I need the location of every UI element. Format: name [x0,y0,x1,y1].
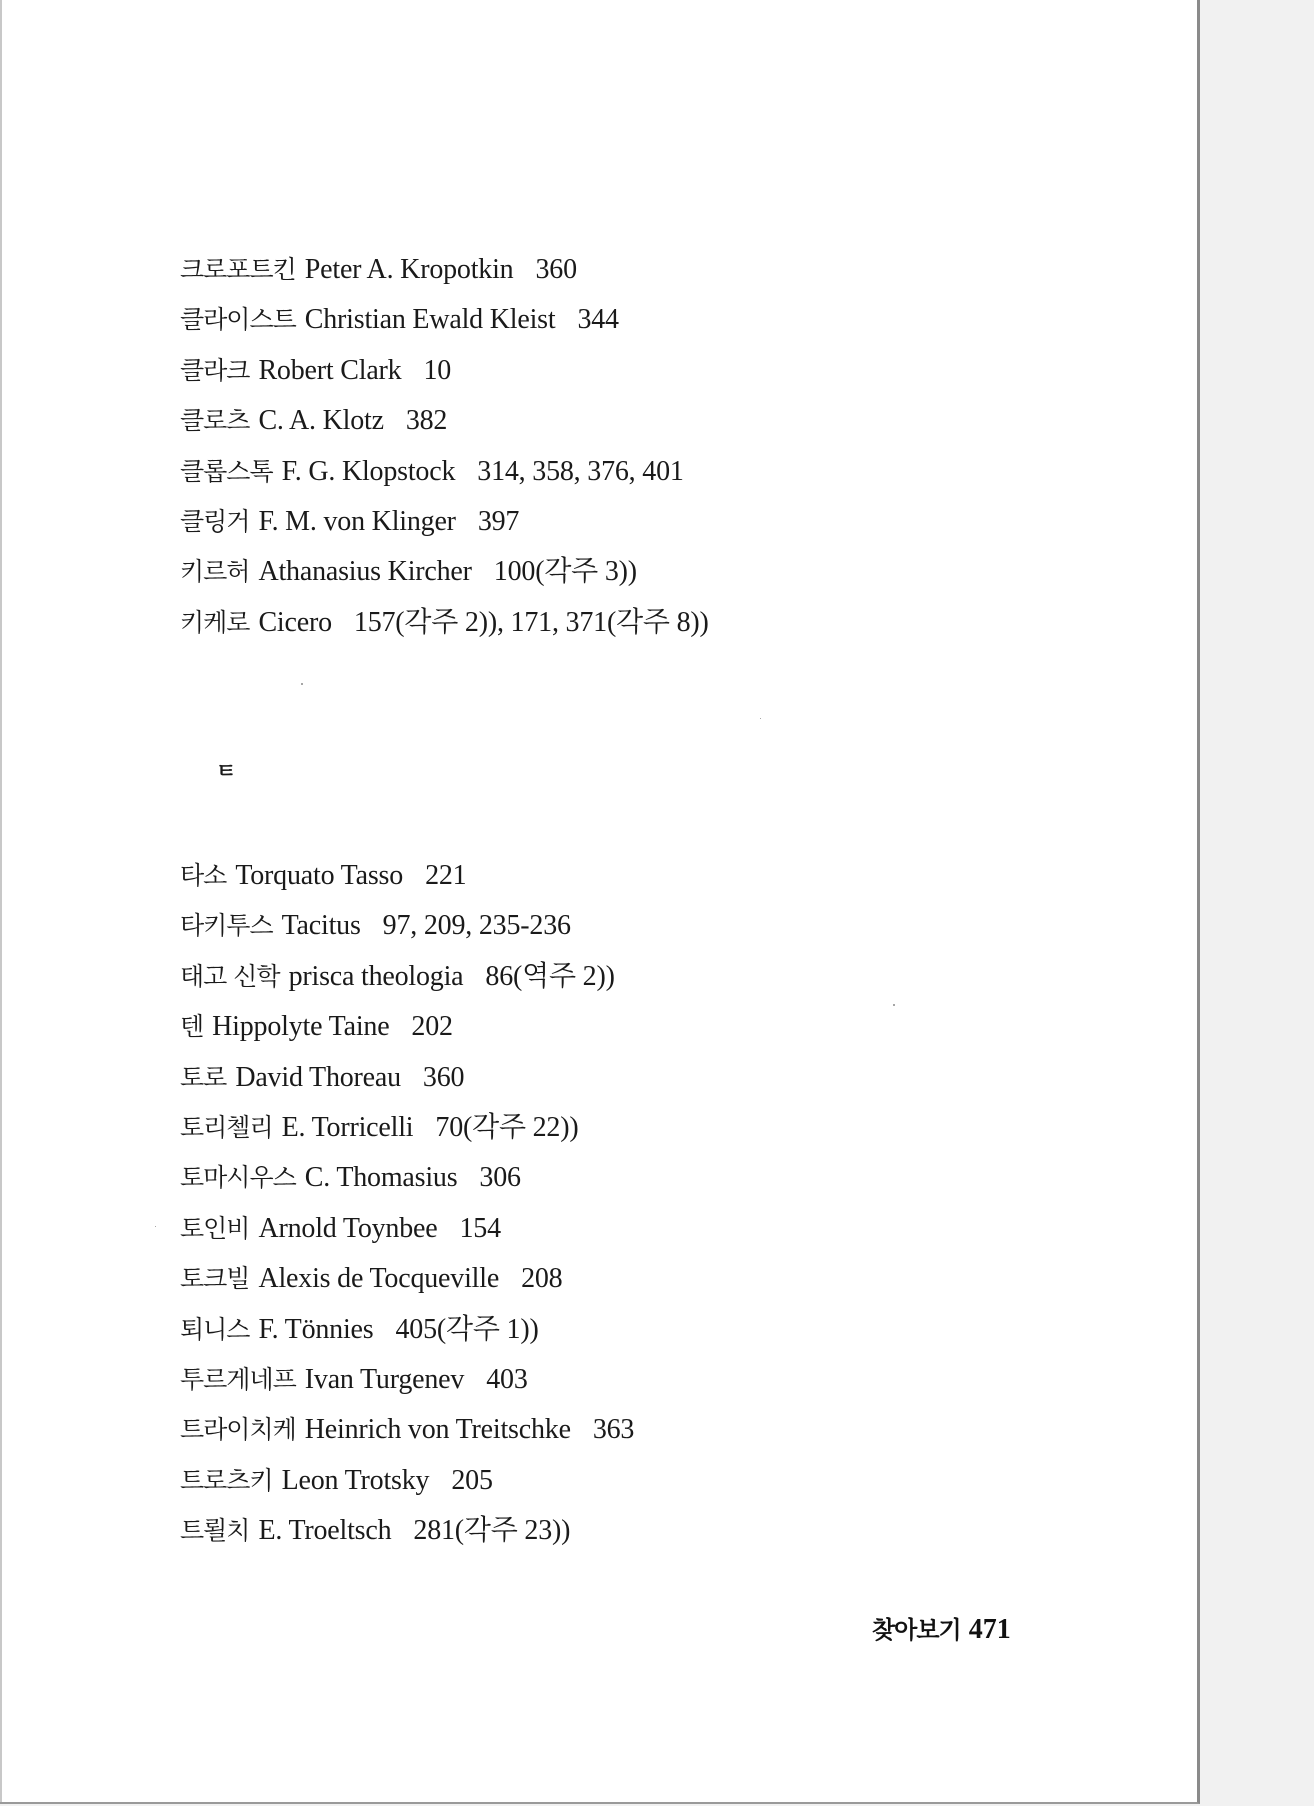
index-entry [180,1355,634,1405]
index-entry [180,1053,634,1103]
entry-korean-name: 토크빌 [180,1264,250,1294]
entry-original-name: C. A. Klotz [258,405,384,437]
entry-korean-name: 토인비 [180,1213,250,1243]
index-entry [180,1405,634,1455]
entry-korean-name: 클라이스트 [180,305,296,335]
entry-original-name: Tacitus [281,910,361,942]
index-entry [180,245,709,295]
entry-page-refs: 154 [459,1212,501,1244]
entry-korean-name: 토로 [180,1062,227,1092]
page-number: 471 [968,1614,1011,1645]
entry-original-name: E. Torricelli [281,1111,414,1143]
index-entry [180,1002,634,1052]
running-footer [872,1610,1011,1646]
index-entry [180,1456,634,1506]
index-entry [180,447,709,497]
entry-original-name: Torquato Tasso [235,860,404,891]
entry-korean-name: 키케로 [180,607,250,637]
index-entry [180,952,634,1002]
entry-korean-name: 트로츠키 [180,1465,273,1495]
entry-page-refs: 403 [486,1363,528,1395]
index-entry [180,497,709,547]
entry-page-refs: 97, 209, 235-236 [382,910,571,942]
section-heading-t: ㅌ [216,759,237,783]
entry-original-name: Arnold Toynbee [258,1212,438,1244]
index-entry [180,1506,634,1556]
index-entry [180,547,709,597]
entry-page-refs: 344 [577,304,619,336]
entry-original-name: Cicero [258,606,332,638]
entry-korean-name: 클로츠 [180,406,250,436]
index-entry [180,851,634,901]
entry-original-name: F. M. von Klinger [258,505,456,537]
index-section-k [180,245,709,648]
index-entry [180,901,634,951]
entry-korean-name: 퇴니스 [180,1314,250,1344]
entry-korean-name: 텐 [180,1012,204,1042]
entry-page-refs: 397 [477,505,520,537]
entry-page-refs: 202 [411,1011,453,1043]
entry-korean-name: 타키투스 [180,911,273,941]
entry-korean-name: 태고 신학 [180,961,280,991]
entry-page-refs: 405(각주 1)) [395,1313,539,1345]
entry-korean-name: 트라이치케 [180,1415,296,1445]
entry-original-name: David Thoreau [235,1061,401,1093]
entry-original-name: prisca theologia [288,960,464,992]
index-entry [180,1153,634,1203]
scan-speck [760,718,761,719]
entry-original-name: Robert Clark [258,354,402,386]
index-entry [180,1103,634,1153]
entry-korean-name: 키르허 [180,557,250,587]
entry-korean-name: 클링거 [180,506,250,536]
entry-page-refs: 314, 358, 376, 401 [477,455,684,487]
entry-page-refs: 281(각주 23)) [413,1515,571,1547]
entry-original-name: F. Tönnies [258,1313,374,1345]
entry-page-refs: 157(각주 2)), 171, 371(각주 8)) [353,606,709,638]
entry-page-refs: 221 [425,860,467,891]
entry-original-name: Leon Trotsky [281,1464,430,1496]
entry-korean-name: 클라크 [180,355,250,385]
entry-page-refs: 360 [422,1061,465,1093]
entry-korean-name: 클롭스톡 [180,456,273,486]
entry-page-refs: 363 [592,1414,635,1446]
index-entry [180,598,709,648]
index-entry [180,295,709,345]
entry-korean-name: 크로포트킨 [180,255,296,284]
entry-original-name: Christian Ewald Kleist [304,304,556,336]
entry-page-refs: 70(각주 22)) [435,1111,579,1143]
entry-page-refs: 208 [521,1263,563,1295]
entry-page-refs: 10 [423,354,452,386]
entry-page-refs: 205 [451,1464,493,1496]
scan-speck [301,683,303,685]
entry-original-name: Hippolyte Taine [212,1011,390,1043]
index-entry [180,1204,634,1254]
entry-original-name: C. Thomasius [304,1162,458,1194]
index-entry [180,1305,634,1355]
entry-page-refs: 382 [405,405,448,437]
entry-original-name: Peter A. Kropotkin [304,254,514,285]
entry-korean-name: 토리첼리 [180,1112,273,1142]
entry-page-refs: 86(역주 2)) [485,960,615,992]
entry-original-name: Alexis de Tocqueville [258,1263,500,1295]
entry-korean-name: 타소 [180,861,227,890]
index-entry [180,346,709,396]
entry-original-name: Athanasius Kircher [258,556,472,588]
entry-korean-name: 트뢸치 [180,1516,250,1546]
index-entry [180,1254,634,1304]
entry-page-refs: 360 [535,254,577,285]
index-entry [180,396,709,446]
entry-page-refs: 306 [479,1162,521,1194]
scan-speck [893,1004,895,1006]
entry-original-name: E. Troeltsch [258,1515,392,1547]
entry-original-name: Ivan Turgenev [304,1363,465,1395]
entry-original-name: F. G. Klopstock [281,455,456,487]
entry-original-name: Heinrich von Treitschke [304,1414,571,1446]
entry-korean-name: 토마시우스 [180,1163,296,1193]
page-edge [0,0,2,1802]
entry-page-refs: 100(각주 3)) [493,556,637,588]
index-section-t [180,851,634,1556]
entry-korean-name: 투르게네프 [180,1364,296,1394]
footer-label: 찾아보기 [872,1616,961,1644]
scan-speck [155,1226,156,1227]
